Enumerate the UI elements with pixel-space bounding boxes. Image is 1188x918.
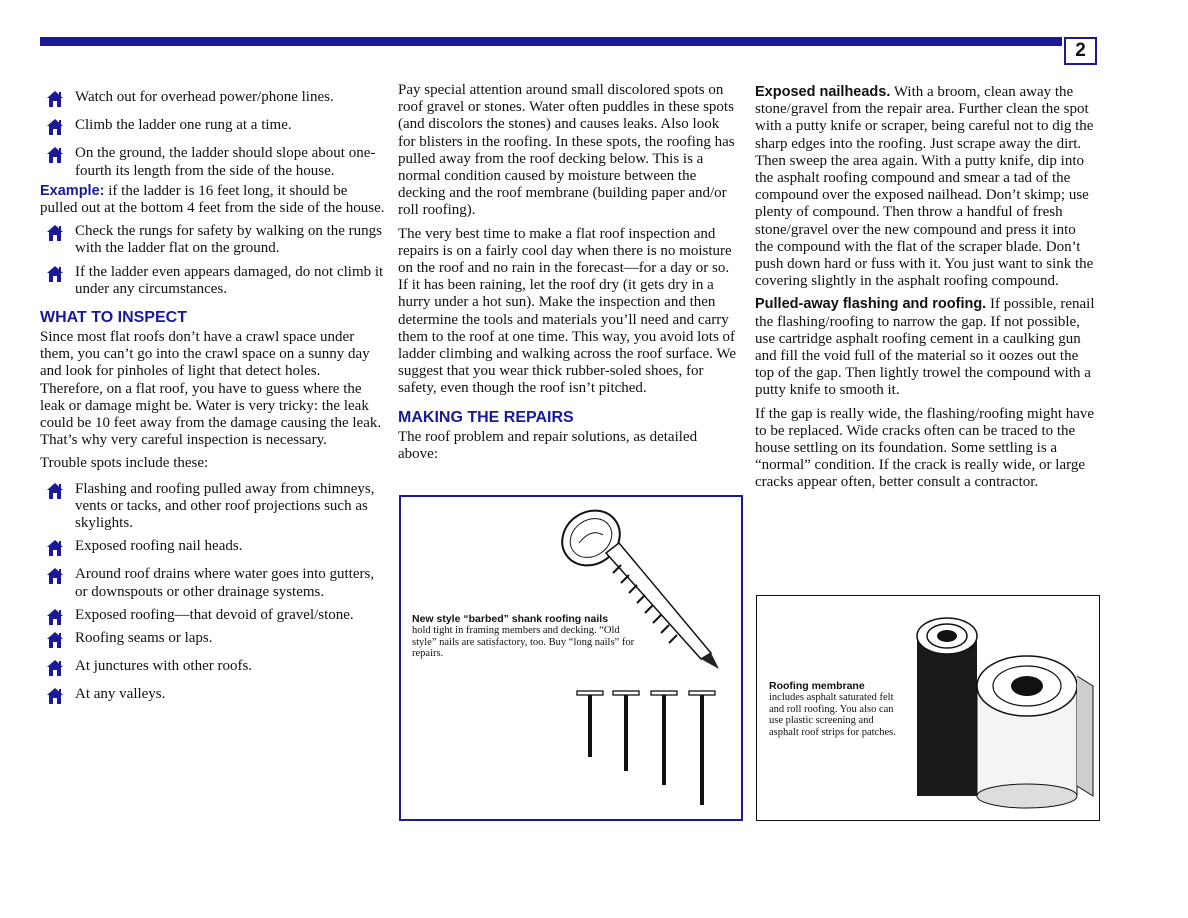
list-item: On the ground, the ladder should slope about one-fourth its length from the side of the house. xyxy=(40,145,386,179)
list-item: At any valleys. xyxy=(40,686,386,703)
list-item: Exposed roofing nail heads. xyxy=(40,538,386,555)
house-bullet-icon xyxy=(46,687,64,705)
list-item: Exposed roofing—that devoid of gravel/stone. xyxy=(40,607,386,624)
house-bullet-icon xyxy=(46,631,64,649)
paragraph: The roof problem and repair solutions, as detailed above: xyxy=(398,428,698,462)
list-item: At junctures with other roofs. xyxy=(40,658,386,675)
house-bullet-icon xyxy=(46,608,64,626)
list-item: Check the rungs for safety by walking on the rungs with the ladder flat on the ground. xyxy=(40,223,386,257)
figure-caption: Roofing membrane includes asphalt saturated felt and roll roofing. You also can use plastic screening and asphalt roof strips for patches. xyxy=(769,680,896,738)
list-item: Flashing and roofing pulled away from chimneys, vents or tacks, and other roof projections such as skylights. xyxy=(40,481,386,533)
house-bullet-icon xyxy=(46,567,64,585)
list-item: Watch out for overhead power/phone lines. xyxy=(40,89,386,106)
column-left xyxy=(40,89,386,715)
list-item: Around roof drains where water goes into gutters, or downspouts or other drainage systems. xyxy=(40,566,386,600)
paragraph: The very best time to make a flat roof inspection and repairs is on a fairly cool day when there is no moisture on the roof and no rain in the forecast—for a day or so. If it has been raining, let the roof dry (it gets dry in a hurry under a hot sun). Make the inspection and then determine the tools and materials you’ll need and carry them to the roof at one time. This way, you avoid lots of ladder climbing and walking across the roof surface. We suggest that you wear thick rubber-soled shoes, for safety, even though the roof isn’t pitched. xyxy=(398,225,736,397)
house-bullet-icon xyxy=(46,482,64,500)
figure-membrane xyxy=(756,595,1100,821)
old-style-nails-illustration xyxy=(573,687,723,817)
house-bullet-icon xyxy=(46,224,64,242)
flashing-label: Pulled-away flashing and roofing. xyxy=(755,296,987,313)
house-bullet-icon xyxy=(46,146,64,164)
list-item: If the ladder even appears damaged, do not climb it under any circumstances. xyxy=(40,264,386,298)
page-number: 2 xyxy=(1064,37,1097,65)
inspect-paragraph: Since most flat roofs don’t have a crawl space under them, you can’t go into the crawl space on a sunny day and look for pinholes of light that detect holes. Therefore, on a flat roof, you have to guess where the leak or damage might be. Water is very tricky: the leak could be 10 feet away from the damage causing the leak. That’s why very careful inspection is necessary. xyxy=(40,329,382,449)
list-item: Climb the ladder one rung at a time. xyxy=(40,117,386,134)
column-right xyxy=(755,84,1097,498)
house-bullet-icon xyxy=(46,118,64,136)
nailheads-label: Exposed nailheads. xyxy=(755,84,891,100)
example-paragraph: Example: if the ladder is 16 feet long, it should be pulled out at the bottom 4 feet from the side of the house. xyxy=(40,182,385,217)
paragraph: Pay special attention around small discolored spots on roof gravel or stones. Water often puddles in these spots (and discolors the stones) and causes leaks. Also look for blisters in the roofing. In these spots, the roofing has pulled away from the roof decking below. This is a normal condition caused by moisture between the decking and the roof membrane (building paper and/or roll roofing). xyxy=(398,82,735,219)
figure-nails xyxy=(399,495,743,821)
roofing-membrane-illustration xyxy=(907,606,1097,816)
house-bullet-icon xyxy=(46,659,64,677)
list-item: Roofing seams or laps. xyxy=(40,630,386,647)
flashing-paragraph: Pulled-away flashing and roofing. If possible, renail the flashing/roofing to narrow the gap. If not possible, use cartridge asphalt roofing cement in a caulking gun and fill the void full of the material so it oozes out the top of the gap. Then lightly trowel the compound with a putty knife to smooth it. xyxy=(755,296,1095,399)
house-bullet-icon xyxy=(46,90,64,108)
trouble-intro: Trouble spots include these: xyxy=(40,455,209,472)
example-label: Example: xyxy=(40,182,105,199)
house-bullet-icon xyxy=(46,265,64,283)
nailheads-paragraph: Exposed nailheads. With a broom, clean away the stone/gravel from the repair area. Further clean the spot with a putty knife or scraper, being careful not to dig the sharp edges into the roofing. Just scrape away the dirt. Then sweep the area again. With a putty knife, dip into the asphalt roofing compound and smear a tad of the compound over the exposed nailhead. Don’t skimp; use plenty of compound. Then throw a handful of fresh stone/gravel over the new compound and press it into the compound with the flat of the scraper blade. Don’t push down hard or fuss with it. You just want to sink the covering slightly in the asphalt roofing compound. xyxy=(755,84,1094,290)
house-bullet-icon xyxy=(46,539,64,557)
paragraph: If the gap is really wide, the flashing/roofing might have to be replaced. Wide cracks often can be traced to the house settling on its foundation. Some settling is a “normal” condition. If the crack is really wide, or large cracks appear often, better consult a contractor. xyxy=(755,405,1095,491)
section-heading-repairs: MAKING THE REPAIRS xyxy=(398,408,574,426)
header-rule xyxy=(40,37,1062,46)
column-middle xyxy=(398,82,740,469)
figure-caption: New style “barbed” shank roofing nails hold tight in framing members and decking. “Old style” nails are satisfactory, too. Buy “long nails” for repairs. xyxy=(412,613,635,659)
section-heading-inspect: WHAT TO INSPECT xyxy=(40,309,187,327)
